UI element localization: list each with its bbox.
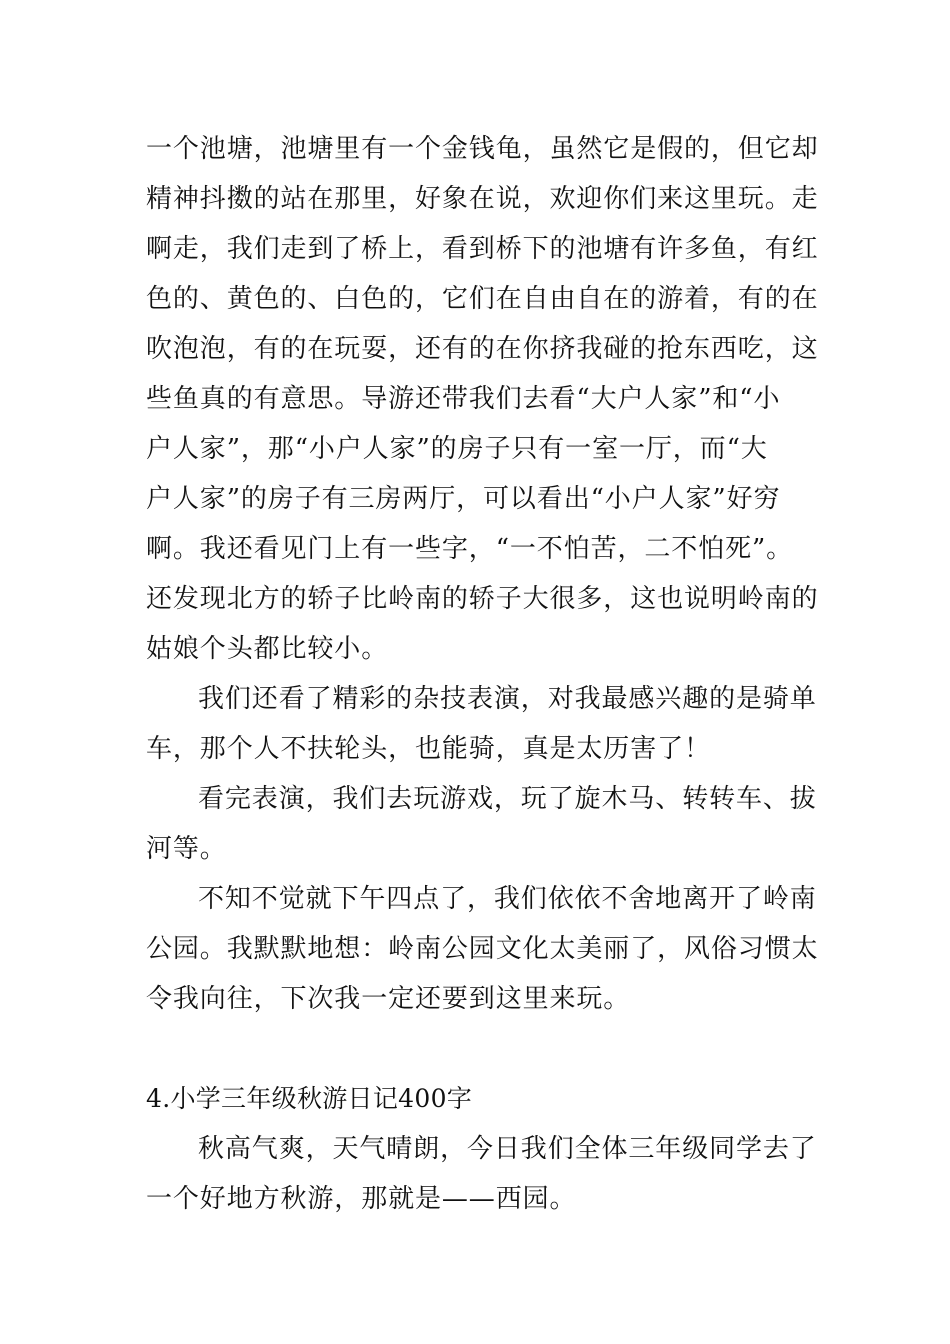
text-line: 车，那个人不扶轮头，也能骑，真是太历害了！	[146, 734, 711, 764]
text-line: 啊走，我们走到了桥上，看到桥下的池塘有许多鱼，有红	[146, 234, 819, 264]
text-line: 色的、黄色的、白色的，它们在自由自在的游着，有的在	[146, 284, 819, 314]
paragraph-start-line: 不知不觉就下午四点了，我们依依不舍地离开了岭南	[198, 884, 817, 914]
section-heading: 4.小学三年级秋游日记400字	[146, 1084, 473, 1113]
paragraph-gap	[146, 1024, 806, 1074]
text-line: 还发现北方的轿子比岭南的轿子大很多，这也说明岭南的	[146, 584, 819, 614]
text-line: 精神抖擞的站在那里，好象在说，欢迎你们来这里玩。走	[146, 184, 819, 214]
paragraph-start-line: 秋高气爽，天气晴朗，今日我们全体三年级同学去了	[198, 1134, 817, 1164]
text-line: 河等。	[146, 834, 227, 864]
text-line: 姑娘个头都比较小。	[146, 634, 389, 664]
paragraph-start-line: 我们还看了精彩的杂技表演，对我最感兴趣的是骑单	[198, 684, 817, 714]
text-line: 吹泡泡，有的在玩耍，还有的在你挤我碰的抢东西吃，这	[146, 334, 819, 364]
text-line: 一个好地方秋游，那就是——西园。	[146, 1184, 577, 1214]
text-line: 户人家”，那“小户人家”的房子只有一室一厅，而“大	[146, 434, 768, 464]
text-line: 些鱼真的有意思。导游还带我们去看“大户人家”和“小	[146, 384, 781, 414]
text-line: 一个池塘，池塘里有一个金钱龟，虽然它是假的，但它却	[146, 134, 819, 164]
text-line: 公园。我默默地想：岭南公园文化太美丽了，风俗习惯太	[146, 934, 819, 964]
text-line: 啊。我还看见门上有一些字，“一不怕苦，二不怕死”。	[146, 534, 794, 564]
text-line: 令我向往，下次我一定还要到这里来玩。	[146, 984, 631, 1014]
paragraph-start-line: 看完表演，我们去玩游戏，玩了旋木马、转转车、拔	[198, 784, 817, 814]
document-page	[146, 124, 819, 1224]
text-line: 户人家”的房子有三房两厅，可以看出“小户人家”好穷	[146, 484, 781, 514]
